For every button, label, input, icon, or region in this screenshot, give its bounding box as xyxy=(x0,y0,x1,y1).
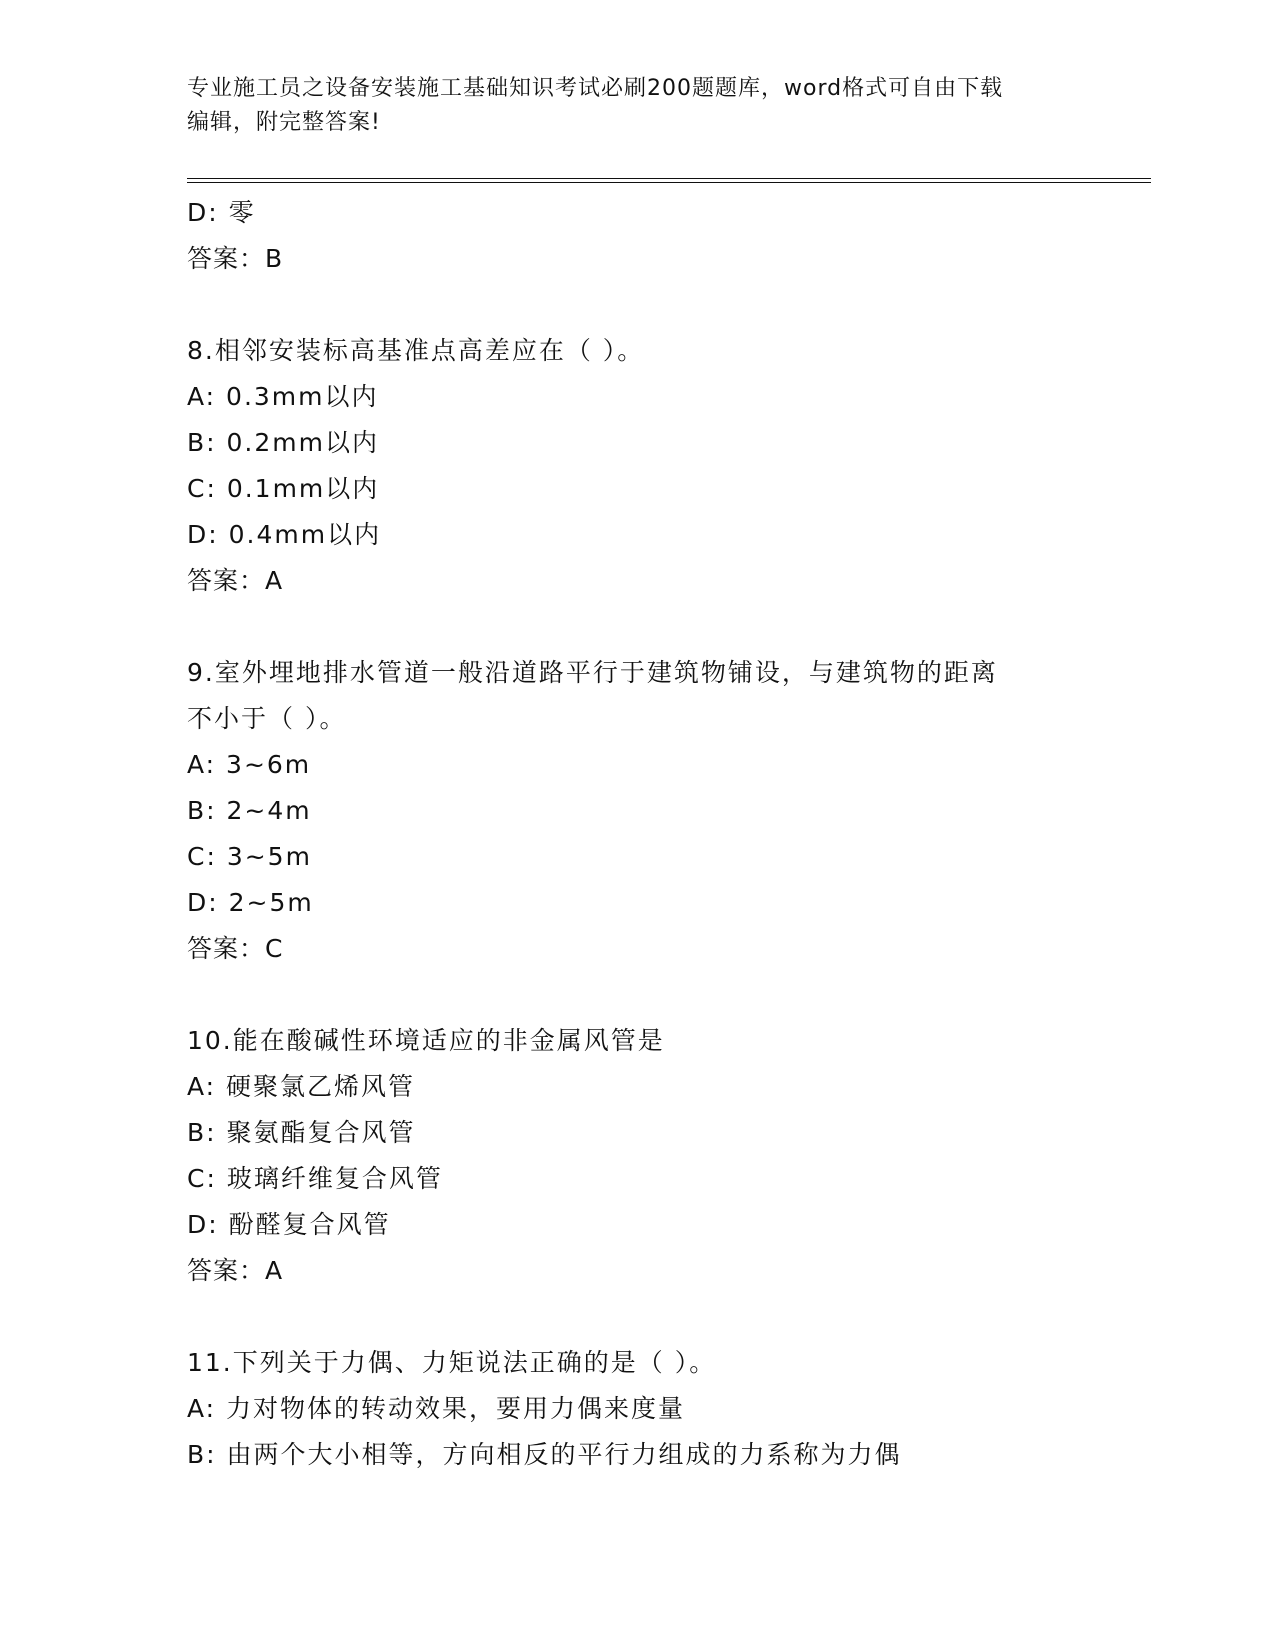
option-d: D: 0.4mm以内 xyxy=(187,520,382,549)
document-header xyxy=(187,72,1087,140)
option-b: B: 由两个大小相等，方向相反的平行力组成的力系称为力偶 xyxy=(187,1440,902,1469)
answer: 答案：B xyxy=(187,244,284,273)
question-list xyxy=(187,190,1127,1478)
question-stem: 9.室外埋地排水管道一般沿道路平行于建筑物铺设，与建筑物的距离 xyxy=(187,658,998,687)
option-c: C: 0.1mm以内 xyxy=(187,474,380,503)
option-b: B: 0.2mm以内 xyxy=(187,428,379,457)
option-b: B: 聚氨酯复合风管 xyxy=(187,1118,416,1147)
option-d: D: 2~5m xyxy=(187,888,314,917)
answer: 答案：A xyxy=(187,566,284,595)
question-stem-continued: 不小于（ ）。 xyxy=(187,704,347,733)
option-a: A: 0.3mm以内 xyxy=(187,382,379,411)
answer: 答案：A xyxy=(187,1256,284,1285)
question-stem: 11.下列关于力偶、力矩说法正确的是（ ）。 xyxy=(187,1348,717,1377)
option-d: D: 零 xyxy=(187,198,256,227)
answer: 答案：C xyxy=(187,934,284,963)
option-a: A: 3~6m xyxy=(187,750,312,779)
option-a: A: 硬聚氯乙烯风管 xyxy=(187,1072,416,1101)
spacer xyxy=(187,604,1127,650)
spacer xyxy=(187,972,1127,1018)
spacer xyxy=(187,1294,1127,1340)
option-c: C: 3~5m xyxy=(187,842,312,871)
header-line-2: 编辑，附完整答案! xyxy=(187,110,381,135)
option-b: B: 2~4m xyxy=(187,796,312,825)
option-c: C: 玻璃纤维复合风管 xyxy=(187,1164,443,1193)
question-stem: 8.相邻安装标高基准点高差应在（ ）。 xyxy=(187,336,645,365)
spacer xyxy=(187,282,1127,328)
option-a: A: 力对物体的转动效果，要用力偶来度量 xyxy=(187,1394,686,1423)
header-divider xyxy=(187,178,1151,183)
question-stem: 10.能在酸碱性环境适应的非金属风管是 xyxy=(187,1026,665,1055)
header-line-1: 专业施工员之设备安装施工基础知识考试必刷200题题库，word格式可自由下载 xyxy=(187,76,1004,101)
option-d: D: 酚醛复合风管 xyxy=(187,1210,391,1239)
